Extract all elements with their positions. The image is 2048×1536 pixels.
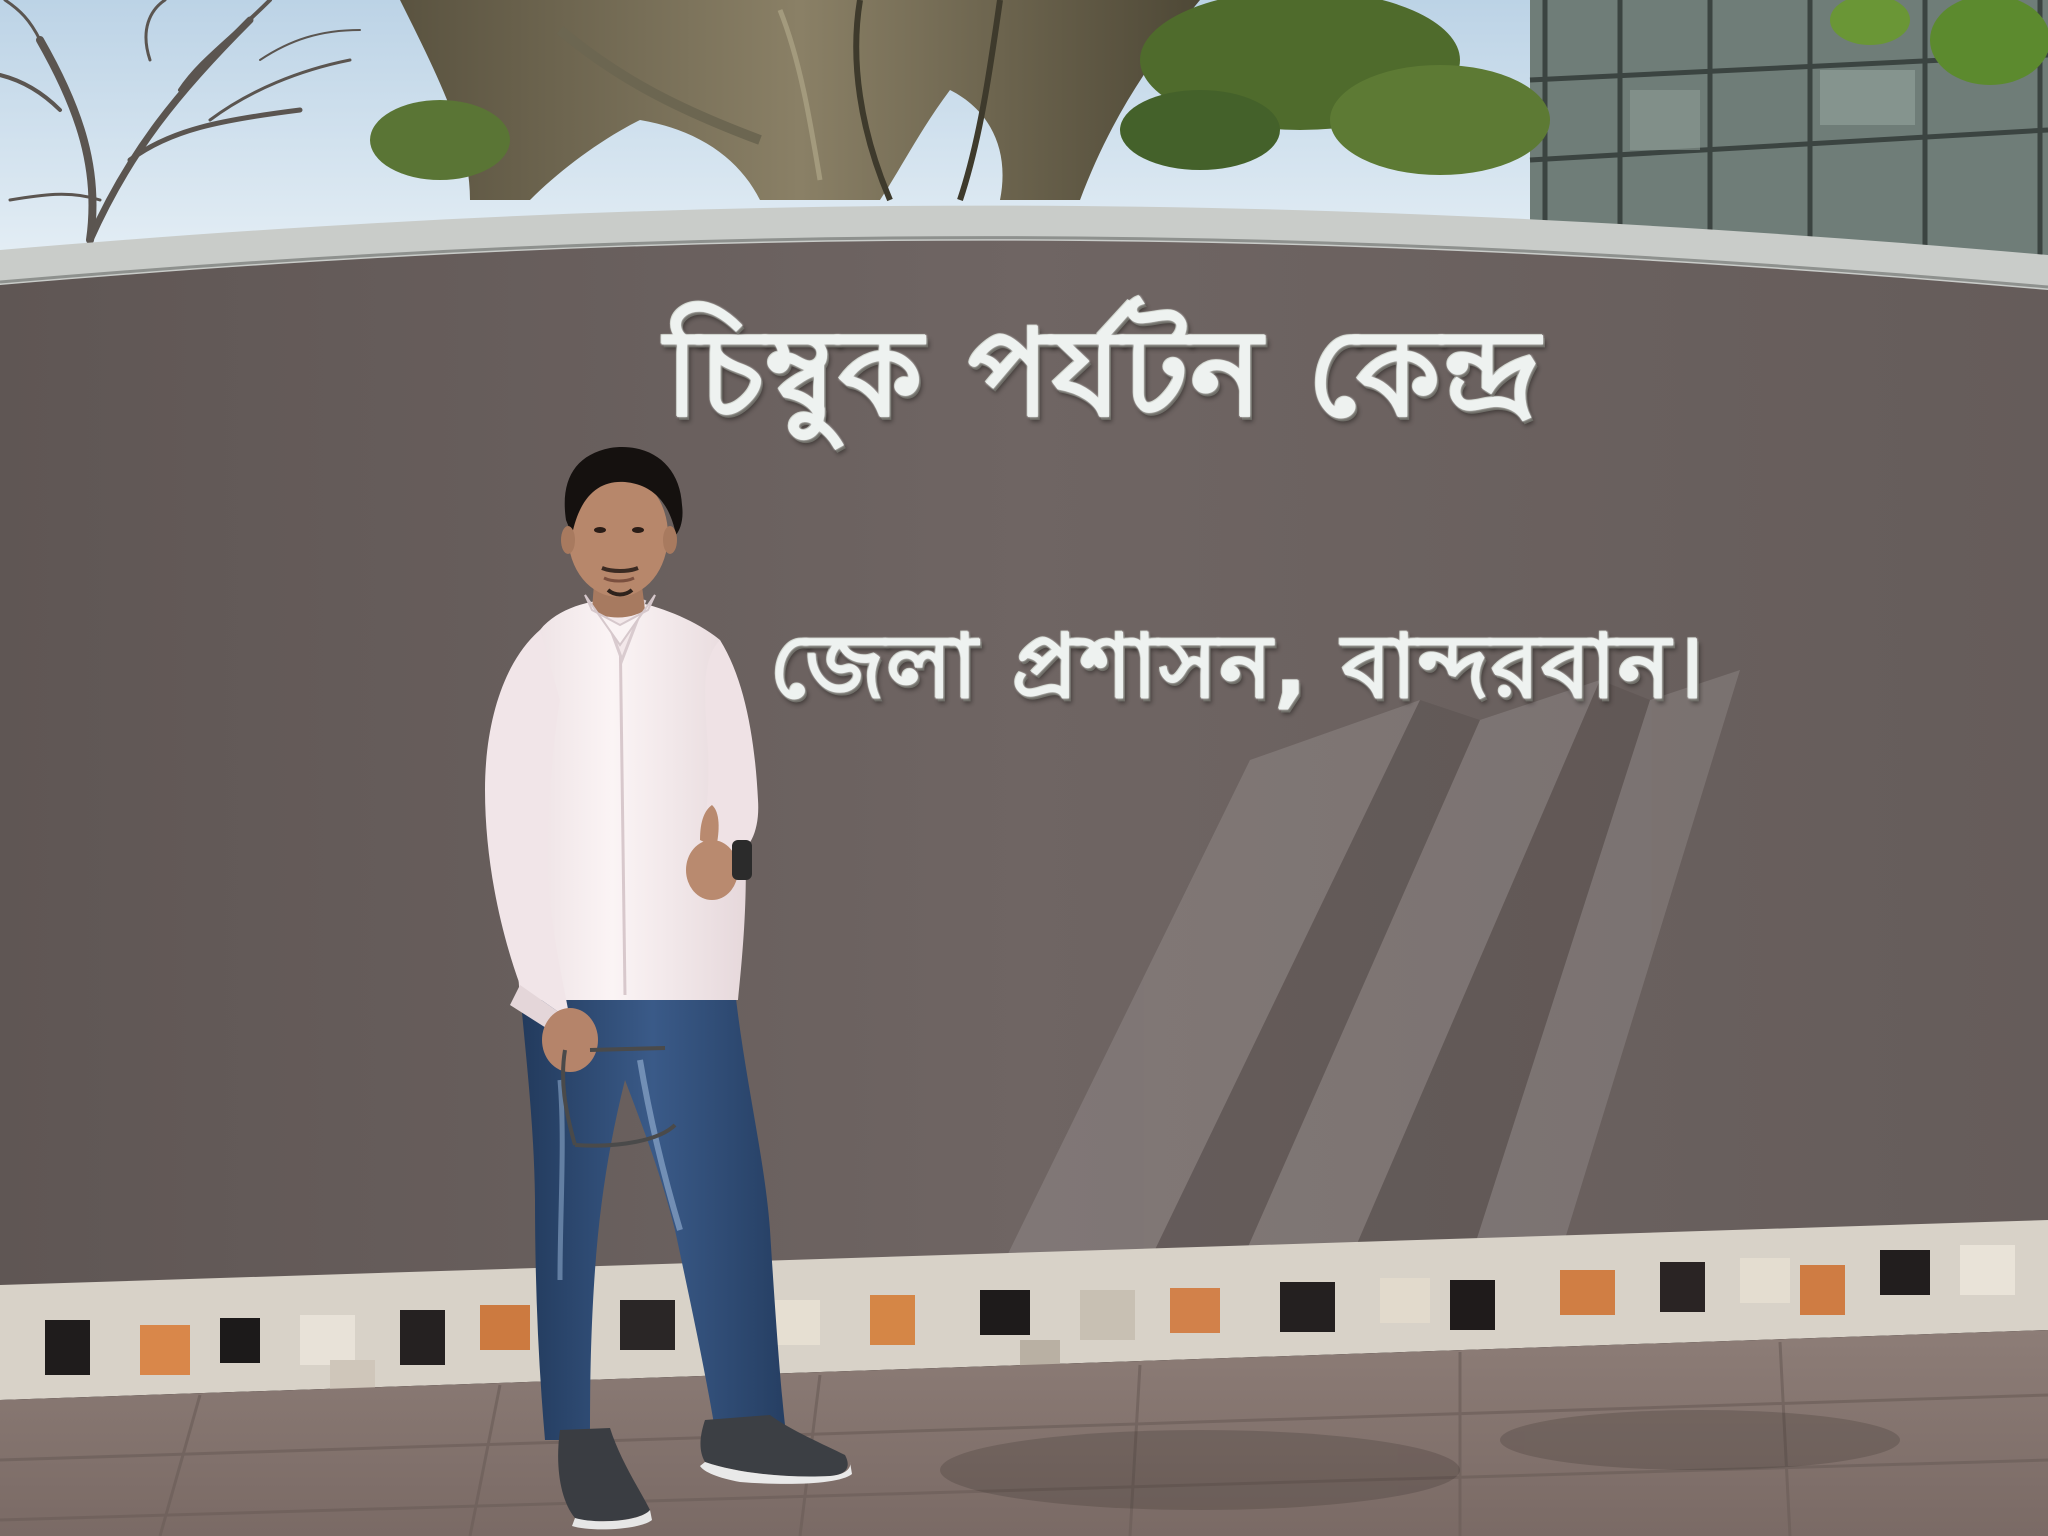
sign-line-subtitle: জেলা প্রশাসন, বান্দরবান।: [770, 615, 1707, 718]
tree-trunk: [400, 0, 1200, 200]
right-hand: [686, 840, 738, 900]
sign-line-title: চিম্বুক পর্যটন কেন্দ্র: [665, 305, 1542, 444]
wristwatch: [732, 840, 752, 880]
left-hand: [542, 1008, 598, 1072]
